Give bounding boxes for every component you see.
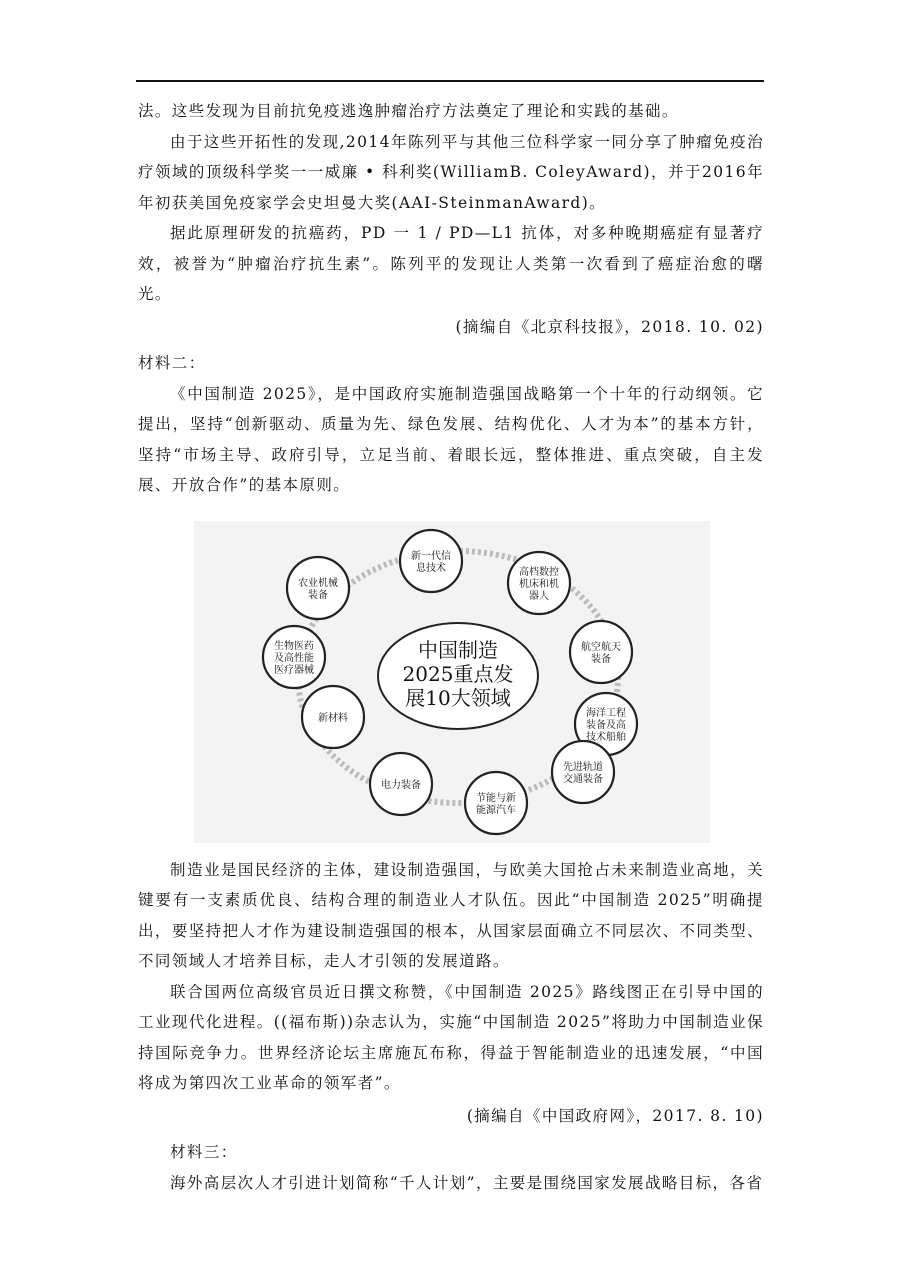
- domain-node: [370, 753, 432, 815]
- domain-node-label: 息技术: [416, 562, 446, 574]
- domain-node: [302, 686, 364, 748]
- domain-node-label: 电力装备: [381, 779, 421, 791]
- domain-node-label: 节能与新: [476, 792, 516, 804]
- domain-node-label: 农业机械: [298, 577, 338, 589]
- paragraph-7: 海外高层次人才引进计划简称“千人计划”，主要是围绕国家发展战略目标，各省: [170, 1173, 764, 1192]
- domain-node-label: 机床和机: [519, 578, 559, 590]
- domain-node-label: 装备: [591, 653, 611, 665]
- domain-node-label: 高档数控: [519, 566, 559, 578]
- domain-node-label: 新一代信: [411, 550, 451, 562]
- source-citation-1: (摘编自《北京科技报》，2018. 10. 02): [455, 317, 764, 336]
- domain-node-label: 能源汽车: [476, 804, 516, 816]
- domain-node: [552, 741, 614, 803]
- domain-node-label: 先进轨道: [563, 761, 603, 773]
- document-page: [138, 96, 764, 1198]
- source-citation-2: (摘编自《中国政府网》，2017. 8. 10): [466, 1106, 764, 1125]
- center-label-line: 展10大领域: [405, 685, 511, 710]
- header-rule: [136, 80, 764, 82]
- center-label-line: 中国制造: [418, 637, 498, 662]
- domain-node-label: 医疗器械: [274, 664, 314, 676]
- domain-node-label: 海洋工程: [586, 707, 626, 719]
- domain-node-label: 装备及高: [586, 719, 626, 731]
- paragraph-5: 制造业是国民经济的主体，建设制造强国，与欧美大国抢占未来制造业高地，关键要有一支素质优良、结构合理的制造业人才队伍。因此“中国制造 2025”明确提出，要坚持把人才作为建设制造强国的根本，从国家层面确立不同层次、不同类型、不同领域人才培养目标，走人才引领的发展道路。: [138, 860, 764, 970]
- domain-node: [400, 530, 462, 592]
- domain-node: [508, 552, 570, 614]
- domain-node: [287, 557, 349, 619]
- paragraph-2: 由于这些开拓性的发现,2014年陈列平与其他三位科学家一同分享了肿瘤免疫治疗领域的顶级科学奖一一威廉 • 科利奖(WilliamB. ColeyAward)，并于2016年年初获美国免疫家学会史坦曼大奖(AAI-SteinmanAward)。: [138, 132, 764, 212]
- paragraph-4: 《中国制造 2025》，是中国政府实施制造强国战略第一个十年的行动纲领。它提出，坚持“创新驱动、质量为先、绿色发展、结构优化、人才为本”的基本方针，坚持“市场主导、政府引导，立足当前、着眼长远，整体推进、重点突破，自主发展、开放合作”的基本原则。: [138, 384, 764, 494]
- domain-node-label: 航空航天: [581, 641, 621, 653]
- made-in-china-2025-diagram: [194, 521, 710, 843]
- diagram-svg: [194, 521, 710, 843]
- domain-node: [263, 626, 325, 688]
- domain-node: [570, 621, 632, 683]
- paragraph-6: 联合国两位高级官员近日撰文称赞，《中国制造 2025》路线图正在引导中国的工业现代化进程。((福布斯))杂志认为，实施“中国制造 2025”将助力中国制造业保持国际竞争力。世界经济论坛主席施瓦布称，得益于智能制造业的迅速发展，“中国将成为第四次工业革命的领军者”。: [138, 982, 764, 1092]
- paragraph-3: 据此原理研发的抗癌药，PD 一 1 / PD—L1 抗体，对多种晚期癌症有显著疗效，被誉为“肿瘤治疗抗生素”。陈列平的发现让人类第一次看到了癌症治愈的曙光。: [138, 224, 764, 303]
- domain-node-label: 及高性能: [274, 652, 314, 664]
- paragraph-1: 法。这些发现为目前抗免疫逃逸肿瘤治疗方法奠定了理论和实践的基础。: [138, 102, 679, 120]
- section-heading-3: 材料三：: [170, 1143, 238, 1161]
- domain-node-label: 器人: [529, 590, 549, 602]
- section-heading-2: 材料二：: [138, 354, 206, 372]
- center-label-line: 2025重点发: [402, 661, 514, 686]
- domain-node-label: 装备: [308, 589, 328, 601]
- domain-node: [465, 772, 527, 834]
- domain-node-label: 交通装备: [563, 773, 603, 785]
- domain-node-label: 新材料: [318, 712, 348, 724]
- domain-node-label: 技术船舶: [586, 731, 626, 743]
- domain-node-label: 生物医药: [274, 640, 314, 652]
